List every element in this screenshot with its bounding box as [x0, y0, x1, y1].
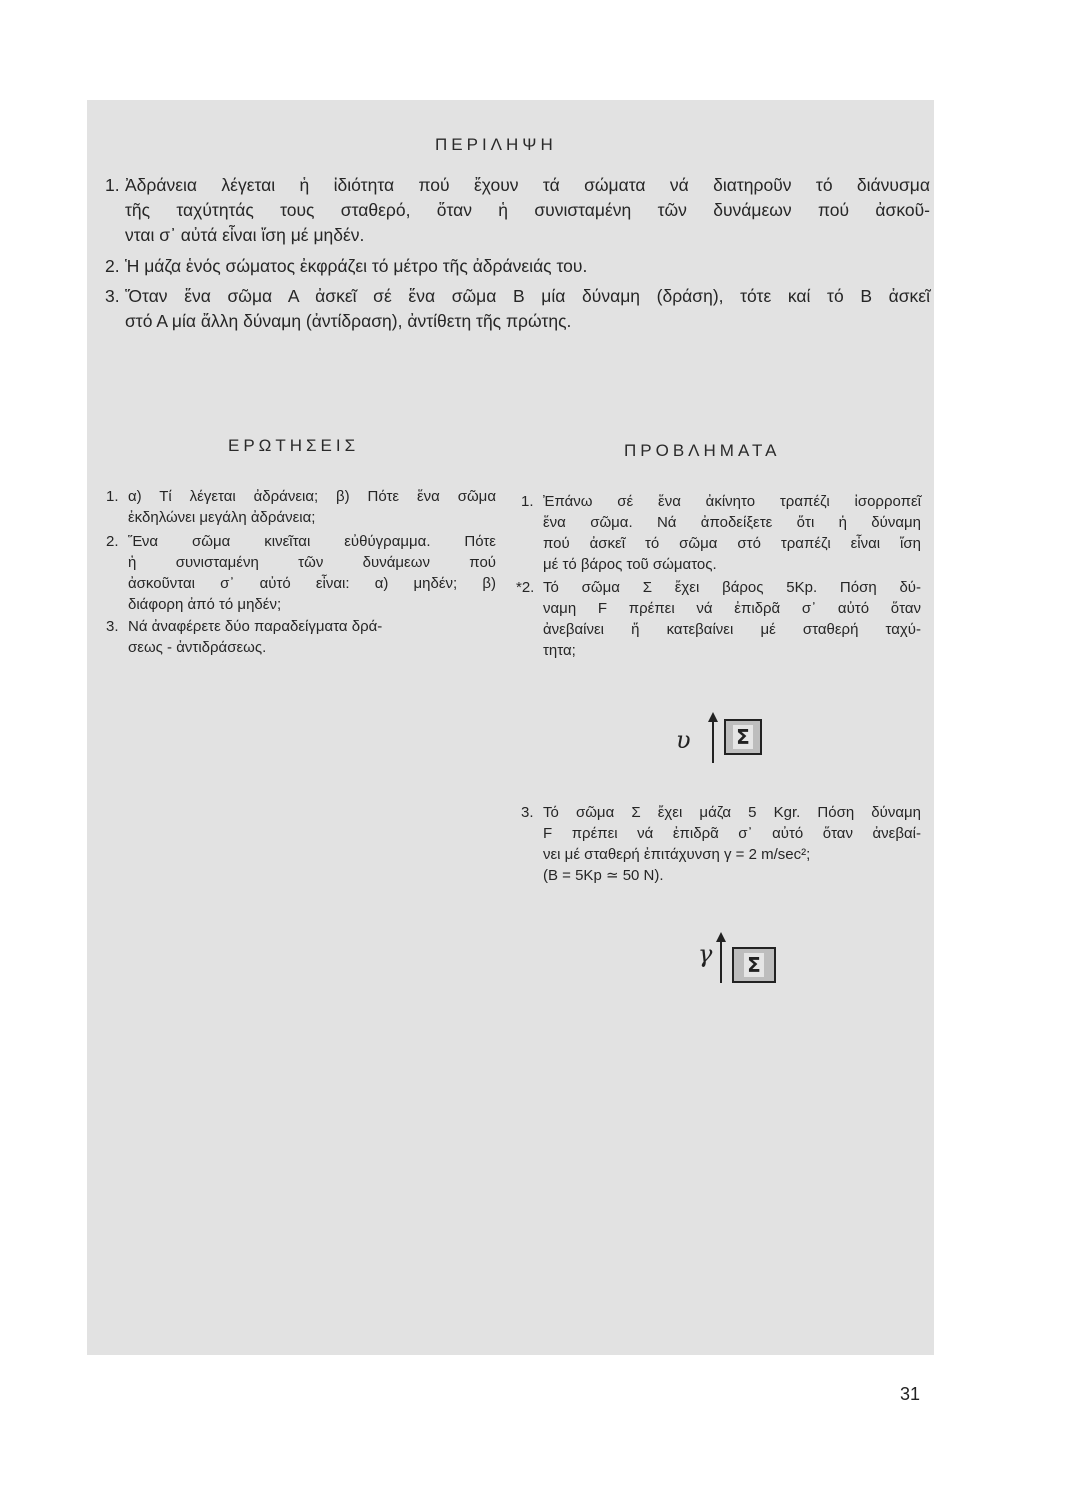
- problem-line: F πρέπει νά ἐπιδρᾶ σ᾽ αὐτό ὅταν ἀνεβαί-: [543, 825, 921, 842]
- question-item-1: [106, 486, 496, 528]
- summary-item-3: [105, 284, 930, 334]
- problem-number: 1.: [521, 493, 534, 510]
- summary-item-2: [105, 254, 930, 279]
- question-line: ἀσκοῦνται σ᾽ αὐτό εἶναι: α) μηδέν; β): [128, 575, 496, 592]
- up-arrow-icon: [714, 932, 728, 984]
- body-box: [724, 719, 762, 755]
- problem-line: μέ τό βάρος τοῦ σώματος.: [543, 556, 717, 573]
- velocity-figure: [676, 712, 786, 767]
- question-line: Ἕνα σῶμα κινεῖται εὐθύγραμμα. Πότε: [128, 533, 496, 550]
- summary-line: στό Α μία ἄλλη δύναμη (ἀντίδραση), ἀντίθετη τῆς πρώτης.: [125, 311, 572, 331]
- problem-line: ναμη F πρέπει νά ἐπιδρᾶ σ᾽ αὐτό ὅταν: [543, 600, 921, 617]
- problem-item-3: [521, 802, 921, 886]
- summary-line: τῆς ταχύτητάς τους σταθερό, ὅταν ἡ συνισταμένη τῶν δυνάμεων πού ἀσκοῦ-: [125, 200, 930, 220]
- acceleration-label: γ: [698, 940, 713, 968]
- summary-title: ΠΕΡΙΛΗΨΗ: [435, 135, 557, 154]
- question-line: διάφορη ἀπό τό μηδέν;: [128, 596, 282, 613]
- problem-line: ἕνα σῶμα. Νά ἀποδείξετε ὅτι ἡ δύναμη: [543, 514, 921, 531]
- question-item-2: [106, 531, 496, 615]
- problem-line: Ἐπάνω σέ ἕνα ἀκίνητο τραπέζι ἰσορροπεῖ: [543, 493, 921, 510]
- question-line: ἐκδηλώνει μεγάλη ἀδράνεια;: [128, 509, 316, 526]
- summary-item-1: [105, 173, 930, 248]
- summary-item-number: 2.: [105, 256, 120, 276]
- question-number: 1.: [106, 488, 119, 505]
- problem-line: νει μέ σταθερή ἐπιτάχυνση γ = 2 m/sec²;: [543, 846, 811, 863]
- problem-line: Τό σῶμα Σ ἔχει μάζα 5 Kgr. Πόση δύναμη: [543, 804, 921, 821]
- page-number: 31: [900, 1384, 921, 1404]
- problem-line: τητα;: [543, 642, 576, 659]
- summary-item-number: 1.: [105, 175, 120, 195]
- summary-item-number: 3.: [105, 286, 120, 306]
- question-item-3: [106, 616, 496, 658]
- up-arrow-icon: [706, 712, 720, 764]
- summary-line: Ἀδράνεια λέγεται ἡ ἰδιότητα πού ἔχουν τά σώματα νά διατηροῦν τό διάνυσμα: [125, 175, 930, 195]
- questions-title: ΕΡΩΤΗΣΕΙΣ: [228, 436, 360, 455]
- summary-line: Ὅταν ἕνα σῶμα Α ἀσκεῖ σέ ἕνα σῶμα Β μία δύναμη (δράση), τότε καί τό Β ἀσκεῖ: [125, 286, 930, 306]
- problem-line: ἀνεβαίνει ἤ κατεβαίνει μέ σταθερή ταχύ-: [543, 621, 921, 638]
- question-line: ἡ συνισταμένη τῶν δυνάμεων πού: [128, 554, 496, 571]
- question-number: 2.: [106, 533, 119, 550]
- problem-line: Τό σῶμα Σ ἔχει βάρος 5Kp. Πόση δύ-: [543, 579, 921, 596]
- body-box: [732, 947, 776, 983]
- problem-item-2: [516, 577, 921, 661]
- problem-item-1: [521, 491, 921, 575]
- question-number: 3.: [106, 618, 119, 635]
- problem-line: πού ἀσκεῖ τό σῶμα στό τραπέζι εἶναι ἴση: [543, 535, 921, 552]
- problem-number: 3.: [521, 804, 534, 821]
- body-label: Σ: [744, 953, 764, 977]
- problem-line: (Β = 5Kp ≃ 50 N).: [543, 867, 664, 884]
- velocity-label: υ: [676, 726, 691, 754]
- question-line: Νά ἀναφέρετε δύο παραδείγματα δρά-: [128, 618, 383, 635]
- acceleration-figure: [698, 930, 818, 985]
- summary-line: Ἡ μάζα ἑνός σώματος ἐκφράζει τό μέτρο τῆς ἀδράνειάς του.: [125, 256, 588, 276]
- question-line: σεως - ἀντιδράσεως.: [128, 639, 267, 656]
- problems-title: ΠΡΟΒΛΗΜΑΤΑ: [624, 441, 781, 460]
- summary-line: νται σ᾽ αὐτά εἶναι ἴση μέ μηδέν.: [125, 225, 365, 245]
- body-label: Σ: [733, 725, 753, 749]
- problem-number: *2.: [516, 579, 535, 596]
- question-line: α) Τί λέγεται ἀδράνεια; β) Πότε ἕνα σῶμα: [128, 488, 496, 505]
